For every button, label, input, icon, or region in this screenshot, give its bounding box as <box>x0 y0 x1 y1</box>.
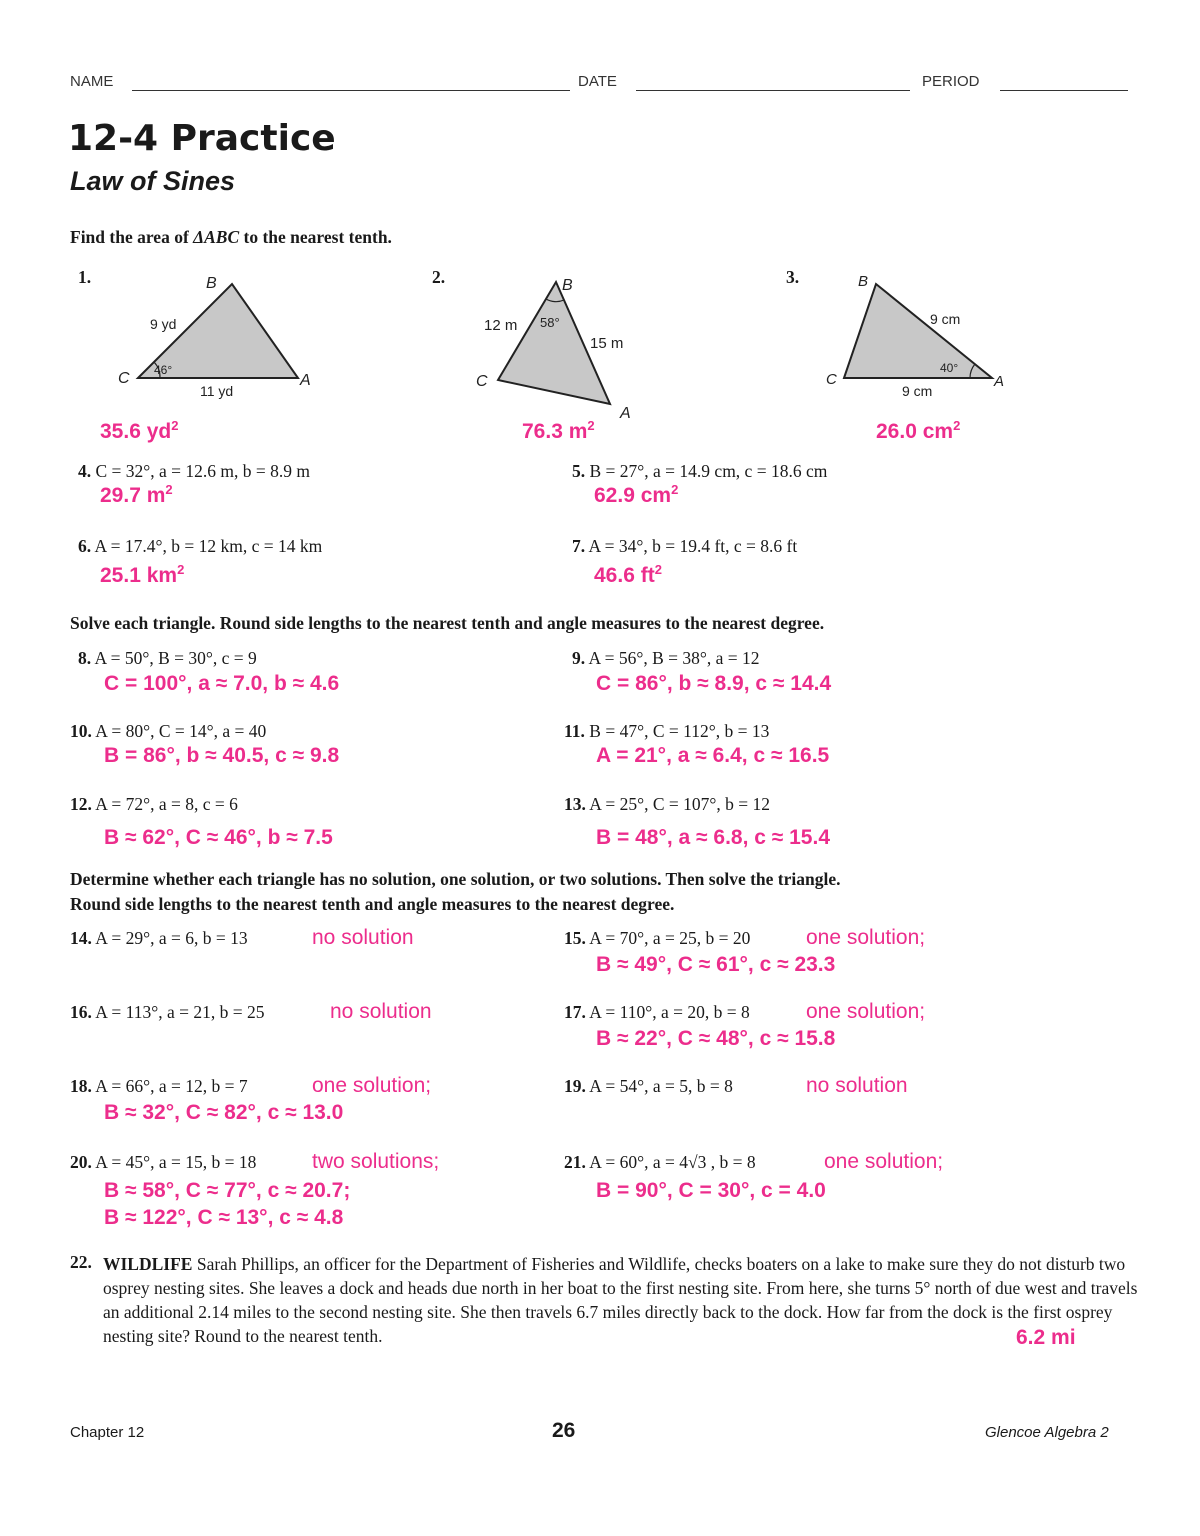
problem-19: 19. A = 54°, a = 5, b = 8 <box>564 1076 733 1096</box>
name-label: NAME <box>70 73 114 90</box>
problem-8: 8. A = 50°, B = 30°, c = 9 <box>78 648 257 668</box>
fig1-vertex-a: A <box>300 372 311 389</box>
problem-20-answer-type: two solutions; <box>312 1150 440 1173</box>
footer-chapter: Chapter 12 <box>70 1424 145 1441</box>
section1-instruction: Find the area of ΔABC to the nearest tenth. <box>70 227 392 247</box>
problem-17: 17. A = 110°, a = 20, b = 8 <box>564 1002 750 1022</box>
section2-instruction: Solve each triangle. Round side lengths to the nearest tenth and angle measures to the nearest degree. <box>70 613 825 633</box>
fig2-side-cb: 12 m <box>484 317 518 334</box>
problem-9: 9. A = 56°, B = 38°, a = 12 <box>572 648 760 668</box>
section3-instruction-line2: Round side lengths to the nearest tenth and angle measures to the nearest degree. <box>70 894 675 914</box>
problem-6: 6. A = 17.4°, b = 12 km, c = 14 km <box>78 536 323 556</box>
problem-12-answer: B ≈ 62°, C ≈ 46°, b ≈ 7.5 <box>104 826 333 849</box>
problem-18-answer-type: one solution; <box>312 1074 432 1097</box>
problem-16: 16. A = 113°, a = 21, b = 25 <box>70 1002 265 1022</box>
problem-10: 10. A = 80°, C = 14°, a = 40 <box>70 721 267 741</box>
problem-16-answer: no solution <box>330 1000 432 1023</box>
fig1-angle: 46° <box>154 363 173 377</box>
triangle-figure-2 <box>470 268 670 428</box>
problem-5-answer: 62.9 $cm^2$ <box>594 482 679 507</box>
problem-15-answer: B ≈ 49°, C ≈ 61°, c ≈ 23.3 <box>596 953 836 976</box>
fig2-side-ba: 15 m <box>590 335 624 352</box>
fig2-vertex-b: B <box>562 277 573 294</box>
figure3-answer: 26.0 $cm^2$ <box>876 418 961 443</box>
problem-15: 15. A = 70°, a = 25, b = 20 <box>564 928 751 948</box>
fig3-side-ba: 9 cm <box>930 311 961 327</box>
problem-9-answer: C = 86°, b ≈ 8.9, c ≈ 14.4 <box>596 672 832 695</box>
page-title: 12-4 Practice <box>68 118 336 159</box>
fig3-vertex-b: B <box>858 273 869 290</box>
problem-21-answer-type: one solution; <box>824 1150 944 1173</box>
fig3-vertex-c: C <box>826 371 837 388</box>
problem-11: 11. B = 47°, C = 112°, b = 13 <box>564 721 770 741</box>
figure2-number: 2. <box>432 267 446 287</box>
problem-18: 18. A = 66°, a = 12, b = 7 <box>70 1076 248 1096</box>
figure1-answer: 35.6 $yd^2$ <box>100 418 179 443</box>
problem-17-answer: B ≈ 22°, C ≈ 48°, c ≈ 15.8 <box>596 1027 836 1050</box>
triangle-figure-3 <box>820 270 1020 410</box>
footer-book: Glencoe Algebra 2 <box>985 1424 1109 1441</box>
fig1-vertex-b: B <box>206 275 217 292</box>
problem-10-answer: B = 86°, b ≈ 40.5, c ≈ 9.8 <box>104 744 340 767</box>
fig3-vertex-a: A <box>994 373 1005 390</box>
problem-20-answer-1: B ≈ 58°, C ≈ 77°, c ≈ 20.7; <box>104 1179 351 1202</box>
triangle-figure-1 <box>110 270 330 410</box>
fig1-side-cb: 9 yd <box>150 316 177 332</box>
fig3-angle: 40° <box>940 361 959 375</box>
fig1-side-ca: 11 yd <box>200 383 234 399</box>
problem-13: 13. A = 25°, C = 107°, b = 12 <box>564 794 770 814</box>
fig3-side-ca: 9 cm <box>902 383 933 399</box>
problem-5: 5. B = 27°, a = 14.9 cm, c = 18.6 cm <box>572 461 828 481</box>
problem-21-answer: B = 90°, C = 30°, c = 4.0 <box>596 1179 826 1202</box>
problem-17-answer-type: one solution; <box>806 1000 926 1023</box>
problem-11-answer: A = 21°, a ≈ 6.4, c ≈ 16.5 <box>596 744 830 767</box>
problem-15-answer-type: one solution; <box>806 926 926 949</box>
problem-20-answer-2: B ≈ 122°, C ≈ 13°, c ≈ 4.8 <box>104 1206 344 1229</box>
problem-22-answer: 6.2 mi <box>1016 1326 1076 1349</box>
fig1-vertex-c: C <box>118 370 130 387</box>
problem-7-answer: 46.6 $ft^2$ <box>594 562 662 587</box>
problem-18-answer: B ≈ 32°, C ≈ 82°, c ≈ 13.0 <box>104 1101 344 1124</box>
problem-12: 12. A = 72°, a = 8, c = 6 <box>70 794 238 814</box>
page-subtitle: Law of Sines <box>70 166 236 196</box>
problem-20: 20. A = 45°, a = 15, b = 18 <box>70 1152 257 1172</box>
problem-19-answer: no solution <box>806 1074 908 1097</box>
fig2-angle: 58° <box>540 315 560 330</box>
problem-14-answer: no solution <box>312 926 414 949</box>
problem-22-text: WILDLIFE Sarah Phillips, an officer for the Department of Fisheries and Wildlife, checks boaters on a lake to make sure they do not disturb two osprey nesting sites. She leaves a dock and heads due north in her boat to the first nesting site. From here, she turns 5° north of due west and travels an additional 2.14 miles to the second nesting site. She then travels 6.7 miles directly back to the dock. How far from the dock is the first osprey nesting site? Round to the nearest tenth. <box>103 1254 1138 1346</box>
footer-page-number: 26 <box>552 1419 576 1442</box>
problem-7: 7. A = 34°, b = 19.4 ft, c = 8.6 ft <box>572 536 798 556</box>
problem-8-answer: C = 100°, a ≈ 7.0, b ≈ 4.6 <box>104 672 340 695</box>
problem-6-answer: 25.1 $km^2$ <box>100 562 185 587</box>
problem-4-answer: 29.7 $m^2$ <box>100 482 173 507</box>
problem-21: 21. A = 60°, a = 4√3 , b = 8 <box>564 1152 756 1172</box>
fig2-vertex-a: A <box>620 405 631 422</box>
figure3-number: 3. <box>786 267 800 287</box>
problem-13-answer: B = 48°, a ≈ 6.8, c ≈ 15.4 <box>596 826 831 849</box>
figure2-answer: 76.3 $m^2$ <box>522 418 595 443</box>
date-blank[interactable] <box>636 90 910 91</box>
problem-14: 14. A = 29°, a = 6, b = 13 <box>70 928 248 948</box>
figure1-number: 1. <box>78 267 92 287</box>
period-blank[interactable] <box>1000 90 1128 91</box>
name-blank[interactable] <box>132 90 570 91</box>
fig2-vertex-c: C <box>476 373 488 390</box>
period-label: PERIOD <box>922 73 980 90</box>
section3-instruction-line1: Determine whether each triangle has no solution, one solution, or two solutions. Then solve the triangle. <box>70 869 841 889</box>
problem-4: 4. C = 32°, a = 12.6 m, b = 8.9 m <box>78 461 311 481</box>
date-label: DATE <box>578 73 617 90</box>
problem-22-number: 22. <box>70 1252 92 1272</box>
